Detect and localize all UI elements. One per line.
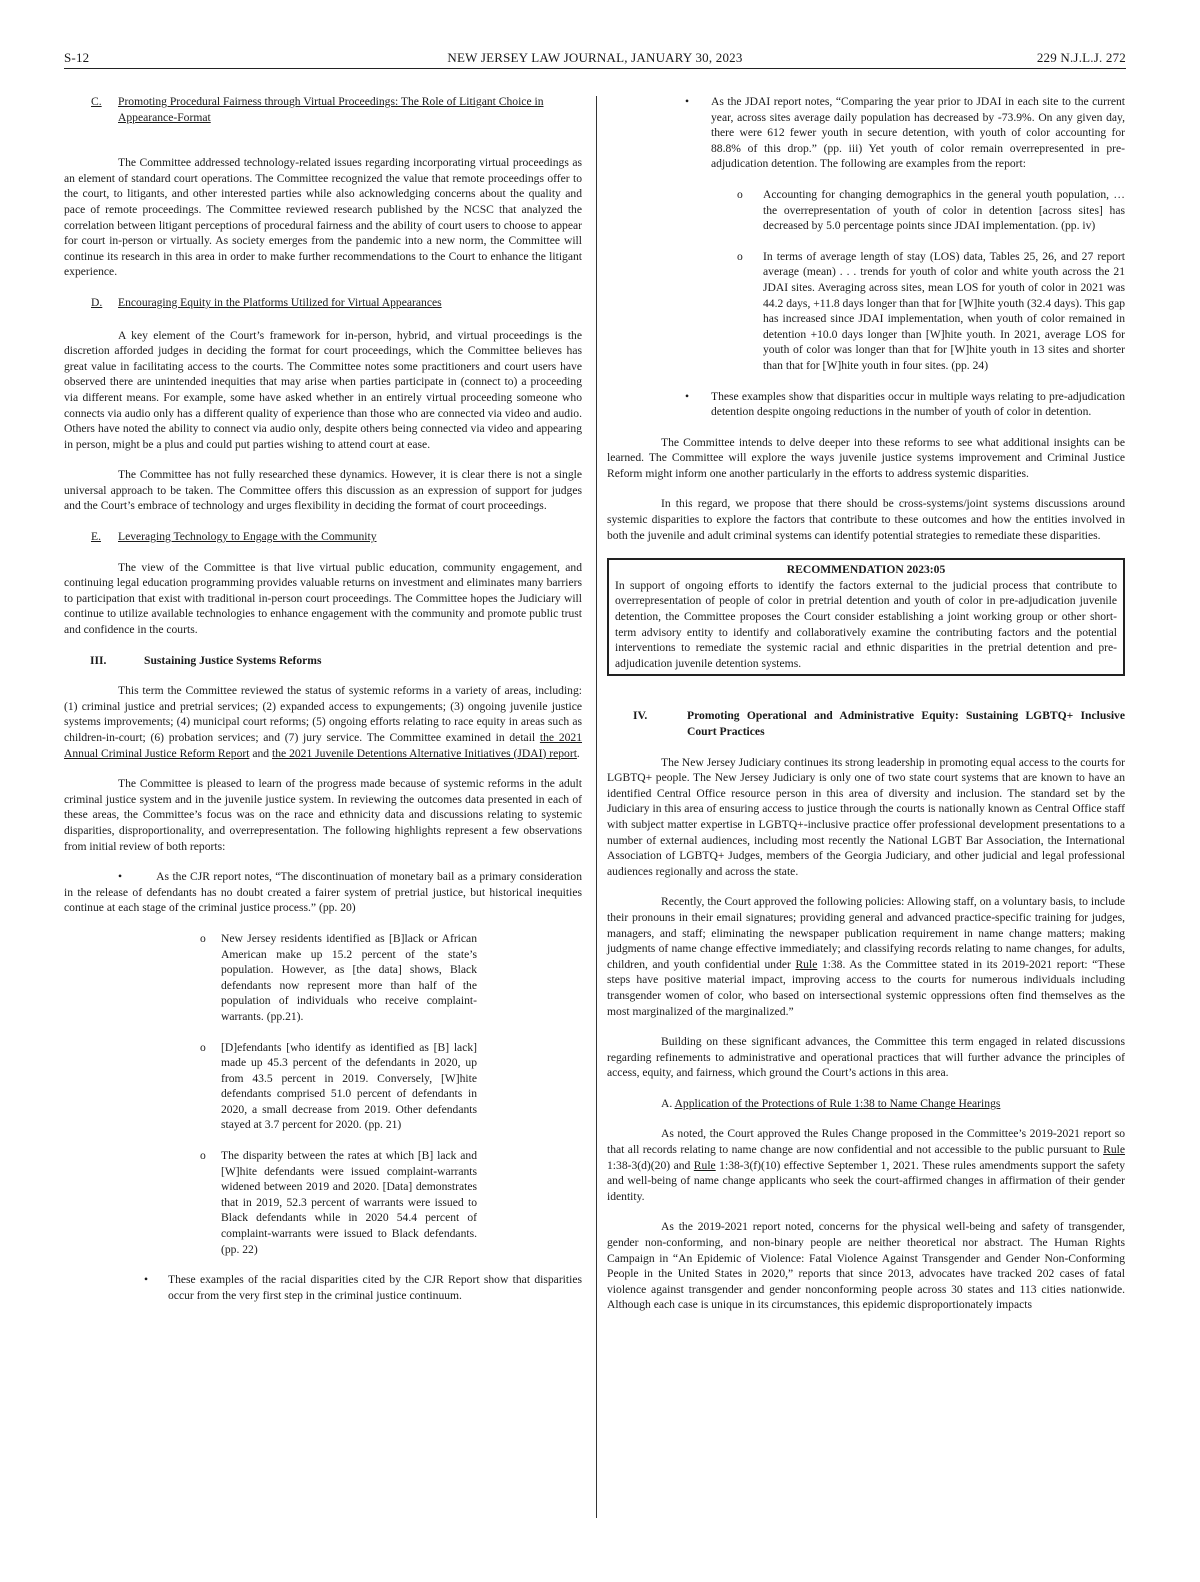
subsection-title: Promoting Procedural Fairness through Virtual Proceedings: The Role of Litigant Choice in Appearance-Format — [118, 95, 544, 124]
bullet-item — [64, 1272, 582, 1303]
bullet-text: As the CJR report notes, “The discontinuation of monetary bail as a primary consideration in the release of defendants has no doubt created a fairer system of pretrial justice, but historical inequities continue at each stage of the criminal justice process.” (pp. 20) — [64, 870, 582, 915]
sub-bullet-marker: o — [200, 1040, 206, 1054]
bullet-text: These examples show that disparities occur in multiple ways relating to pre-adjudication detention despite ongoing reductions in the number of youth of color in detention. — [711, 389, 1125, 419]
subsection-letter: E. — [91, 530, 101, 544]
bullet-text: As the JDAI report notes, “Comparing the year prior to JDAI in each site to the current year, across sites average daily population has decreased by -73.9%. On any given day, there were 612 fewer youth in secure detention, with youth of color accounting for 88.8% of this drop.” (pp. iii) Yet youth of color remain overrepresented in pre-adjudication detention. The following are examples from the report: — [711, 95, 1125, 171]
sub-bullet-text: The disparity between the rates at which [B] lack and [W]hite defendants were issued complaint-warrants widened between 2019 and 2020. [Data] demonstrates that in 2019, 52.3 percent of warrants were issued to Black defendants while in 2020 54.4 percent of complaint-warrants were issued to Black defendants. (pp. 22) — [221, 1149, 477, 1256]
right-column — [607, 94, 1125, 1328]
bullet-marker: • — [118, 870, 123, 884]
subsection-title: Leveraging Technology to Engage with the Community — [118, 530, 377, 544]
bullet-marker: • — [685, 95, 690, 108]
column-divider — [596, 96, 597, 1518]
rule-reference: Rule — [1103, 1143, 1125, 1157]
paragraph — [607, 1126, 1125, 1204]
section-number: III. — [90, 653, 107, 667]
section-number: IV. — [633, 709, 648, 723]
bullet-marker: • — [685, 389, 690, 403]
paragraph-text: 1:38. As the Committee stated in its 2019-2021 report: “These steps have positive material impact, improving access to the courts for numerous individuals including transgender women of color, who based on intersectional systemic oppressions often find themselves as the most marginalized of the marginalized.” — [607, 957, 1126, 1018]
sub-bullet-text: In terms of average length of stay (LOS) data, Tables 25, 26, and 27 report average (mean) . . . trends for youth of color and white youth across the 21 JDAI sites. Averaging across sites, mean LOS for youth of color in 2021 was 44.2 days, +11.8 days longer than that for [W]hite youth (32.4 days). This gap has increased since JDAI implementation, when youth of color remained in detention +10.0 days longer than [W]hite youth. In 2021, average LOS for youth of color was longer than that for [W]hite youth in 13 sites and shorter than that for [W]hite youth in four sites. (pp. 24) — [763, 249, 1126, 372]
section-heading-iii — [64, 653, 582, 669]
paragraph: Building on these significant advances, the Committee this term engaged in related discussions regarding refinements to administrative and operational practices that will further advance the principles of access, equity, and fairness, which ground the Court’s actions in this area. — [607, 1035, 1125, 1080]
paragraph-text: 1:38-3(d)(20) and — [607, 1158, 694, 1172]
recommendation-title: RECOMMENDATION 2023:05 — [786, 563, 946, 577]
sub-bullet-text: New Jersey residents identified as [B]lack or African American make up 15.2 percent of the state’s population. However, as [the data] shows, Black defendants now represent more than half of the population of individuals who receive complaint-warrants. (pp.21). — [221, 931, 477, 1023]
section-title: Promoting Operational and Administrative Equity: Sustaining LGBTQ+ Inclusive Court Practices — [687, 709, 1125, 738]
header-rule — [64, 68, 1126, 69]
sub-bullet-item — [607, 249, 1125, 374]
sub-bullet-item — [607, 187, 1125, 234]
recommendation-box — [607, 558, 1125, 676]
sub-bullet-marker: o — [200, 931, 206, 945]
subsection-title: Encouraging Equity in the Platforms Utilized for Virtual Appearances — [118, 295, 442, 309]
sub-bullet-marker: o — [737, 249, 743, 263]
rule-reference: Rule — [795, 957, 818, 971]
sub-bullet-marker: o — [200, 1149, 206, 1163]
paragraph — [64, 683, 582, 761]
subsection-heading-e — [64, 529, 582, 545]
section-title: Sustaining Justice Systems Reforms — [144, 653, 322, 667]
sub-bullet-text: [D]efendants [who identify as identified as [B] lack] made up 45.3 percent of the defendants in 2020, up from 43.5 percent in 2019. Conversely, [W]hite defendants comprised 51.0 percent of defendants in 2020, a small decrease from 2019. Other defendants stayed at 3.7 percent for 2020. (pp. 21) — [221, 1040, 477, 1132]
paragraph: The Committee is pleased to learn of the progress made because of systemic reforms in the adult criminal justice system and in the juvenile justice system. In reviewing the outcomes data presented in each of these areas, the Committee’s focus was on the race and ethnicity data and discussions relating to systemic disparities, disproportionality, and overrepresentation. The following highlights represent a few observations from initial review of both reports: — [64, 777, 582, 853]
citation: 229 N.J.L.J. 272 — [1036, 50, 1126, 65]
bullet-item — [607, 389, 1125, 420]
subsection-letter: A. — [661, 1096, 675, 1110]
paragraph-text: As noted, the Court approved the Rules Change proposed in the Committee’s 2019-2021 report so that all records relating to name change are now confidential and not accessible to the public pursuant to — [607, 1127, 1125, 1157]
left-column — [64, 94, 582, 1318]
subsection-heading-a — [607, 1096, 1125, 1112]
paragraph: The New Jersey Judiciary continues its strong leadership in promoting equal access to the courts for LGBTQ+ people. The New Jersey Judiciary is only one of two state court systems that are known to have an identified Central Office resource person in this area of diversity and inclusion. The standard set by the Judiciary in this area of ensuring access to justice through the courts is nationally known as Central Office staff with subject matter expertise in LGBTQ+-inclusive practice offer professional development presentations to a number of external audiences, including most recently the National LGBT Bar Association, the International Association of LGBTQ+ Judges, members of the Georgia Judiciary, and other judicial and legal professional audiences regionally and across the state. — [607, 755, 1125, 878]
paragraph-text: . — [576, 746, 580, 760]
paragraph: The Committee has not fully researched these dynamics. However, it is clear there is not a single universal approach to be taken. The Committee offers this discussion as an expression of support for judges and the Court’s embrace of technology and urges flexibility in deciding the format of court proceedings. — [64, 468, 582, 513]
paragraph: The Committee intends to delve deeper into these reforms to see what additional insights can be learned. The Committee will explore the ways juvenile justice systems improvement and Criminal Justice Reform might inform one another particularly in the efforts to address systemic disparities. — [607, 435, 1125, 480]
subsection-letter: C. — [91, 95, 102, 108]
paragraph — [607, 894, 1125, 1019]
bullet-item-cjr — [64, 869, 582, 916]
paragraph-text: Recently, the Court approved the following policies: Allowing staff, on a voluntary basis, to include their pronouns in their email signatures; providing general and advanced practice-specific training for judges, managers, and staff; eliminating the newspaper publication requirement in name change matters; making judgments of name change effective immediately; and classifying records relating to name changes, for adults, children, and youth confidential under — [607, 895, 1125, 971]
paragraph-text: This term the Committee reviewed the status of systemic reforms in a variety of areas, including: (1) criminal justice and pretrial services; (2) expanded access to expungements; (3) ongoing juvenile justice systems improvements; (4) municipal court reforms; (5) ongoing efforts relating to race equity in areas such as children-in-court; (6) probation services; and (7) jury service. The Committee examined in detail — [64, 684, 582, 744]
bullet-marker: • — [144, 1273, 149, 1287]
paragraph: The view of the Committee is that live virtual public education, community engagement, and continuing legal education programming provides valuable returns on investment and eliminates many barriers to participation that exist with traditional in-person court proceedings. The Committee hopes the Judiciary will continue to utilize available technologies to enhance engagement with the community and promote public trust and confidence in the courts. — [64, 560, 582, 637]
bullet-text: These examples of the racial disparities cited by the CJR Report show that disparities occur from the very first step in the criminal justice continuum. — [168, 1273, 582, 1302]
recommendation-text: In support of ongoing efforts to identify the factors external to the judicial process that contribute to overrepresentation of people of color in pretrial detention and youth of color in pre-adjudication juvenile detention, the Committee proposes the Court consider establishing a joint working group or other short-term advisory entity to identify and collaboratively examine the contributing factors and the potential interventions to remediate the systemic racial and ethnic disparities in the pretrial detention and pre-adjudication juvenile detention systems. — [615, 578, 1117, 670]
sub-bullet-text: Accounting for changing demographics in the general youth population, … the overrepresentation of youth of color in detention [across sites] has decreased by 5.0 percentage points since JDAI implementation. (pp. iv) — [763, 187, 1125, 233]
publication-title: NEW JERSEY LAW JOURNAL, JANUARY 30, 2023 — [447, 50, 743, 65]
subsection-letter: D. — [91, 295, 103, 309]
sub-bullet-item — [64, 1040, 477, 1134]
paragraph-text: 1:38-3(f)(10) effective September 1, 2021. These rules amendments support the safety and well-being of name change applicants who seek the court-affirmed changes in affirmation of their gender identity. — [607, 1158, 1126, 1203]
paragraph: A key element of the Court’s framework for in-person, hybrid, and virtual proceedings is the discretion afforded judges in deciding the format for court proceedings, which the Committee believes has great value in facilitating access to the courts. The Committee notes some practitioners and court users have observed there are unintended inequities that may arise when parties participate in (connect to) a proceeding via different means. For example, some have asked whether in an entirely virtual proceeding someone who connects via audio only has a different quality of experience than those who are connected via video and audio. Others have noted the ability to connect via audio only, despite others being connected via video and appearing in person, might be a plus and could put parties wishing to attend court at ease. — [64, 328, 582, 451]
rule-reference: Rule — [693, 1158, 716, 1172]
page-label: S-12 — [64, 50, 90, 65]
paragraph-text: and — [249, 746, 273, 760]
paragraph: The Committee addressed technology-related issues regarding incorporating virtual proceedings as an element of standard court operations. The Committee recognized the value that remote proceedings offer to the court, to litigants, and other interested parties while also acknowledging concerns about the quality and pace of remote proceedings. The Committee reviewed research published by the NCSC that analyzed the correlation between litigant perceptions of procedural fairness and the ability of court users to choose to appear for court in-person or virtually. As society emerges from the pandemic into a new norm, the Committee will continue its research in this area in order to make further recommendations to the Court to enhance the litigant experience. — [64, 156, 582, 279]
paragraph: In this regard, we propose that there should be cross-systems/joint systems discussions around systemic disparities to explore the factors that contribute to these outcomes and how the entities involved in both the juvenile and adult criminal systems can identify potential strategies to remediate these disparities. — [607, 497, 1125, 542]
section-heading-iv — [607, 708, 1125, 739]
subsection-heading-c — [64, 94, 582, 125]
sub-bullet-item — [64, 931, 477, 1025]
report-reference-cjr: the 2021 Annual Criminal Justice Reform Report — [64, 731, 583, 760]
sub-bullet-marker: o — [737, 187, 743, 201]
subsection-title: Application of the Protections of Rule 1:38 to Name Change Hearings — [674, 1096, 1001, 1110]
paragraph: As the 2019-2021 report noted, concerns for the physical well-being and safety of transgender, gender non-conforming, and non-binary people are neither theoretical nor abstract. The Human Rights Campaign in “An Epidemic of Violence: Fatal Violence Against Transgender and Gender Non-Conforming People in the United States in 2020,” reports that since 2013, advocates have tracked 202 cases of fatal violence against transgender and gender nonconforming people across 30 states and 113 cities nationwide. Although each case is unique in its circumstances, this epidemic disproportionately impacts — [607, 1220, 1125, 1312]
running-header — [64, 50, 1126, 68]
report-reference-jdai: the 2021 Juvenile Detentions Alternative Initiatives (JDAI) report — [272, 746, 577, 760]
sub-bullet-item — [64, 1148, 477, 1257]
bullet-item-jdai — [607, 94, 1125, 172]
subsection-heading-d — [64, 295, 582, 311]
